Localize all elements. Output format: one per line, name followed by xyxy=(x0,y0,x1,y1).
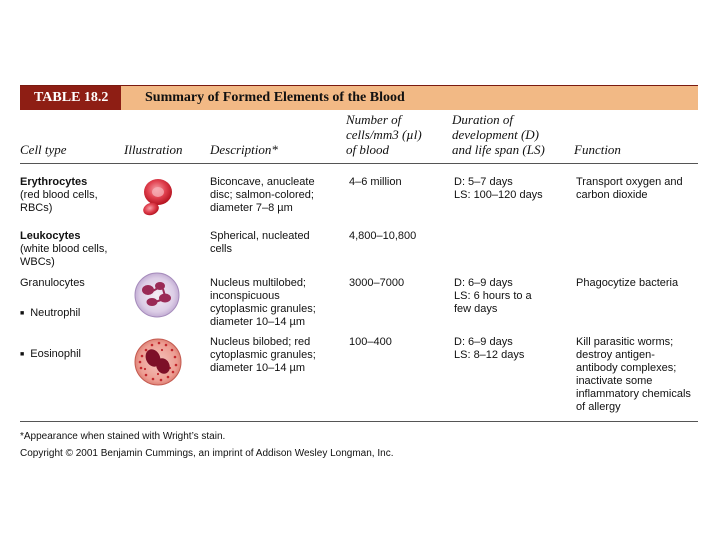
table-number: TABLE 18.2 xyxy=(20,86,121,110)
header-illustration: Illustration xyxy=(124,142,183,157)
erythrocytes-dev: D: 5–7 days xyxy=(454,176,513,188)
header-divider xyxy=(20,163,698,164)
header-function: Function xyxy=(574,142,621,157)
eosinophil-illustration xyxy=(132,336,184,388)
eosinophil-func-4: inactivate some xyxy=(576,375,653,387)
row-leukocytes-type xyxy=(20,230,107,269)
header-cell-type: Cell type xyxy=(20,142,67,157)
erythrocytes-desc-3: diameter 7–8 µm xyxy=(210,202,293,214)
table-banner xyxy=(20,85,698,110)
granulocytes-desc-3: cytoplasmic granules; xyxy=(210,303,316,315)
copyright-notice: Copyright © 2001 Benjamin Cummings, an imprint of Addison Wesley Longman, Inc. xyxy=(20,448,394,459)
header-duration-line3: and life span (LS) xyxy=(452,142,545,157)
leukocytes-number: 4,800–10,800 xyxy=(349,230,417,242)
erythrocytes-aka-1: (red blood cells, xyxy=(20,189,98,201)
granulocytes-desc-2: inconspicuous xyxy=(210,290,280,302)
eosinophil-desc-3: diameter 10–14 µm xyxy=(210,362,305,374)
granulocytes-dev: D: 6–9 days xyxy=(454,277,513,289)
header-number-line1: Number of xyxy=(346,112,402,127)
erythrocytes-name: Erythrocytes xyxy=(20,176,88,188)
leukocytes-desc-2: cells xyxy=(210,243,233,255)
granulocytes-desc-4: diameter 10–14 µm xyxy=(210,316,305,328)
header-number-line2: cells/mm3 (µl) xyxy=(346,127,422,142)
header-number-line3: of blood xyxy=(346,142,389,157)
erythrocytes-ls: LS: 100–120 days xyxy=(454,189,543,201)
eosinophil-number: 100–400 xyxy=(349,336,392,348)
table-title: Summary of Formed Elements of the Blood xyxy=(121,86,698,110)
row-erythrocytes-type xyxy=(20,176,98,215)
header-duration-line2: development (D) xyxy=(452,127,539,142)
granulocytes-ls-1: LS: 6 hours to a xyxy=(454,290,532,302)
eosinophil-func-1: Kill parasitic worms; xyxy=(576,336,674,348)
granulocytes-function: Phagocytize bacteria xyxy=(576,277,679,289)
erythrocytes-func-2: carbon dioxide xyxy=(576,189,648,201)
eosinophil-desc-1: Nucleus bilobed; red xyxy=(210,336,311,348)
erythrocytes-desc-2: disc; salmon-colored; xyxy=(210,189,314,201)
eosinophil-func-6: of allergy xyxy=(576,401,621,413)
neutrophil-name: ■ Neutrophil xyxy=(20,307,80,321)
eosinophil-func-3: antibody complexes; xyxy=(576,362,677,374)
eosinophil-func-2: destroy antigen- xyxy=(576,349,655,361)
row-erythrocytes-function xyxy=(576,176,683,202)
row-leukocytes-desc xyxy=(210,230,310,256)
granulocytes-name: Granulocytes xyxy=(20,277,85,289)
erythrocytes-number: 4–6 million xyxy=(349,176,402,188)
eosinophil-dev: D: 6–9 days xyxy=(454,336,513,348)
eosinophil-desc-2: cytoplasmic granules; xyxy=(210,349,316,361)
header-number xyxy=(346,112,422,157)
header-duration-line1: Duration of xyxy=(452,112,514,127)
row-eosinophil-function xyxy=(576,336,691,414)
row-granulocytes-desc xyxy=(210,277,316,329)
leukocytes-aka-2: WBCs) xyxy=(20,256,55,268)
granulocytes-number: 3000–7000 xyxy=(349,277,405,289)
erythrocytes-aka-2: RBCs) xyxy=(20,202,53,214)
eosinophil-ls: LS: 8–12 days xyxy=(454,349,525,361)
leukocytes-desc-1: Spherical, nucleated xyxy=(210,230,310,242)
row-eosinophil-duration xyxy=(454,336,524,362)
header-description: Description* xyxy=(210,142,278,157)
stain-footnote: *Appearance when stained with Wright’s stain. xyxy=(20,431,226,442)
row-granulocytes-duration xyxy=(454,277,532,316)
granulocytes-desc-1: Nucleus multilobed; xyxy=(210,277,306,289)
eosinophil-name: ■ Eosinophil xyxy=(20,348,81,362)
granulocytes-ls-2: few days xyxy=(454,303,498,315)
leukocytes-aka-1: (white blood cells, xyxy=(20,243,108,255)
erythrocytes-desc-1: Biconcave, anucleate xyxy=(210,176,315,188)
neutrophil-illustration xyxy=(132,270,182,320)
erythrocyte-illustration xyxy=(134,174,180,220)
header-duration xyxy=(452,112,545,157)
leukocytes-name: Leukocytes xyxy=(20,230,81,242)
row-erythrocytes-duration xyxy=(454,176,543,202)
footer-divider xyxy=(20,421,698,422)
row-erythrocytes-desc xyxy=(210,176,315,215)
erythrocytes-func-1: Transport oxygen and xyxy=(576,176,683,188)
eosinophil-func-5: inflammatory chemicals xyxy=(576,388,691,400)
row-eosinophil-desc xyxy=(210,336,316,375)
